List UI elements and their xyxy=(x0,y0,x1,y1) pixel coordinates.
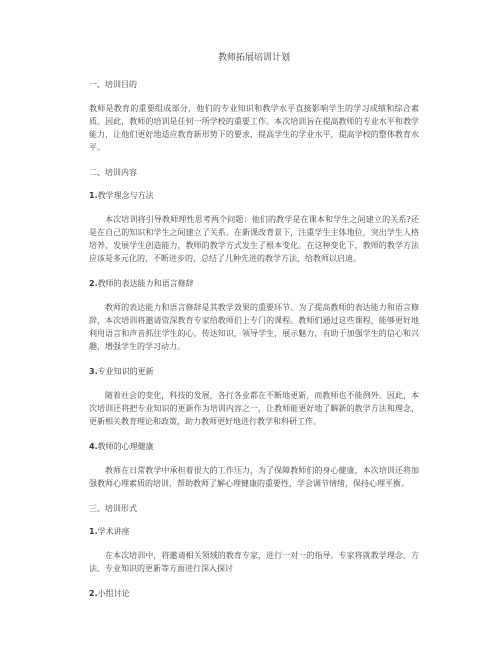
item-title: 小组讨论 xyxy=(97,589,130,598)
section-heading-content: 二、培训内容 xyxy=(89,168,137,177)
subheading-mental-health xyxy=(89,441,419,452)
item-number: 4. xyxy=(89,442,98,451)
subheading-lecture xyxy=(89,526,419,537)
item-number: 2. xyxy=(89,279,98,288)
item-number: 2. xyxy=(89,589,98,598)
subheading-expression xyxy=(89,278,419,289)
paragraph-purpose: 教师是教育的重要组成部分，他们的专业知识和教学水平直接影响学生的学习成绩和综合素质。因此，教师的培训是任何一所学校的重要工作。本次培训旨在提高教师的专业水平和教学能力，让他们更好地适应教育新形势下的要求，提高学生的学业水平，提高学校的整体教育水平。 xyxy=(89,104,419,152)
item-number: 1. xyxy=(89,191,98,200)
subheading-group-discussion xyxy=(89,588,419,599)
item-title: 专业知识的更新 xyxy=(97,367,154,376)
paragraph-teaching-methods: 本次培训将引导教师理性思考两个问题：他们的教学是在课本和学生之间建立的关系?还是在自己的知识和学生之间建立了关系。在新课改背景下，注重学生主体地位，突出学生人格培养，发展学生创造能力，教师的教学方式发生了根本变化。在这种变化下，教师的教学方法应该是多元化的，不断进步的，总结了几种先进的教学方法，给教师以启迪。 xyxy=(89,215,419,263)
item-title: 教师的心理健康 xyxy=(97,442,154,451)
item-title: 学术讲座 xyxy=(97,527,130,536)
item-title: 教学理念与方法 xyxy=(97,191,154,200)
item-title: 教师的表达能力和语言修辞 xyxy=(97,279,194,288)
section-heading-format: 三、培训形式 xyxy=(89,504,137,513)
item-number: 3. xyxy=(89,367,98,376)
subheading-teaching-methods xyxy=(89,190,419,201)
paragraph-mental-health: 教师在日常教学中承担着很大的工作压力，为了保障教师们的身心健康，本次培训还将加强教师心理素质的培训，帮助教师了解心理健康的重要性，学会调节情绪，保持心理平衡。 xyxy=(89,466,419,488)
subheading-knowledge-update xyxy=(89,366,419,377)
document-title: 教师拓展培训计划 xyxy=(217,53,290,63)
item-number: 1. xyxy=(89,527,98,536)
paragraph-lecture: 在本次培训中，将邀请相关领域的教育专家，进行一对一的指导。专家将就教学理念、方法、专业知识的更新等方面进行深入探讨 xyxy=(89,551,419,573)
section-heading-purpose: 一、培训目的 xyxy=(89,80,137,89)
paragraph-expression: 教师的表达能力和语言修辞是其教学效果的重要环节。为了提高教师的表达能力和语言修辞，本次培训将邀请资深教育专家给教师们上专门的课程。教师们通过这些课程，能够更好地利用语言和声音抓住学生的心，传达知识，领导学生，展示魅力，有助于加强学生的信心和兴趣，增强学生的学习动力。 xyxy=(89,303,419,351)
document-content xyxy=(89,52,419,611)
paragraph-knowledge-update: 随着社会的变化，科技的发展，各行各业都在不断地更新，而教师也不能例外。因此，本次培训还将把专业知识的更新作为培训内容之一，让教师能更好地了解新的教学方法和理念，更新相关教育理论和政策，助力教师更好地进行教学和科研工作。 xyxy=(89,391,419,426)
